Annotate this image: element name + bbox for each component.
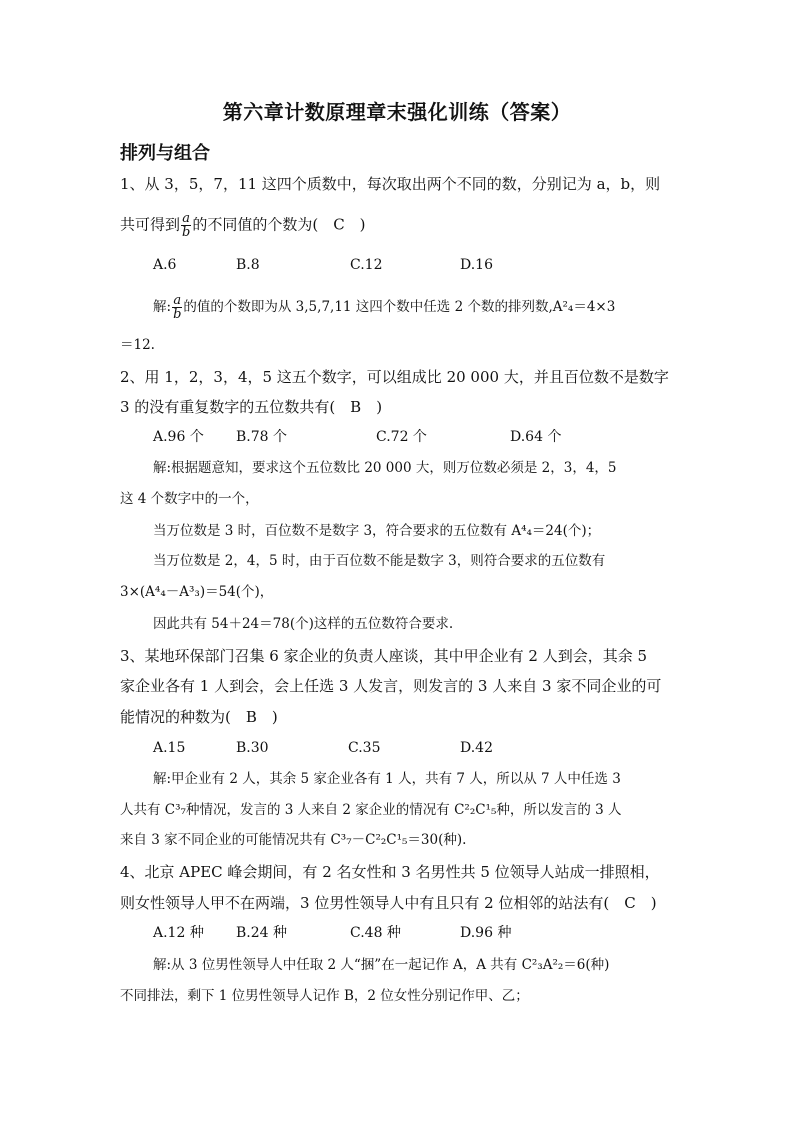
- fraction-numerator: a: [173, 293, 182, 308]
- q3-line-3: 能情况的种数为( B ): [120, 708, 278, 726]
- q3-option-a: A.15: [153, 740, 186, 756]
- fraction-denominator: b: [182, 225, 191, 240]
- q2-solution-line-6: 因此共有 54＋24＝78(个)这样的五位数符合要求.: [153, 616, 454, 632]
- q3-options: [153, 737, 693, 759]
- q1-option-b: B.8: [236, 257, 260, 273]
- q4-solution-line-2: 不同排法，剩下 1 位男性领导人记作 B，2 位女性分别记作甲、乙；: [120, 988, 529, 1004]
- q1-solution-fraction: [172, 294, 182, 321]
- section-heading: 排列与组合: [120, 143, 210, 164]
- q3-solution-line-1: 解:甲企业有 2 人，其余 5 家企业各有 1 人，共有 7 人，所以从 7 人中任选 3: [153, 771, 621, 787]
- q4-option-a: A.12 种: [153, 925, 204, 941]
- solution-label: 解:: [153, 299, 172, 315]
- q2-line-2: 3 的没有重复数字的五位数共有( B ): [120, 398, 383, 416]
- q4-options: [153, 922, 693, 944]
- q1-solution-text: 的值的个数即为从 3,5,7,11 这四个数中任选 2 个数的排列数,A²₄＝4×3: [183, 299, 616, 315]
- q1-options: [153, 254, 693, 276]
- q4-option-d: D.96 种: [460, 925, 512, 941]
- q4-option-b: B.24 种: [236, 925, 288, 941]
- q2-options: [153, 426, 693, 448]
- q1-line-2: [120, 212, 680, 239]
- q1-solution-line-2: ＝12.: [120, 337, 155, 353]
- q1-solution-line-1: [153, 294, 713, 321]
- q4-option-c: C.48 种: [350, 925, 401, 941]
- q3-solution-line-2: 人共有 C³₇种情况，发言的 3 人来自 2 家企业的情况有 C²₂C¹₅种，所以发言的 3 人: [120, 802, 622, 818]
- q3-option-d: D.42: [460, 740, 493, 756]
- q2-solution-line-1: 解:根据题意知，要求这个五位数比 20 000 大，则万位数必须是 2，3，4，5: [153, 460, 617, 476]
- q2-option-c: C.72 个: [376, 429, 427, 445]
- q3-line-1: 3、某地环保部门召集 6 家企业的负责人座谈，其中甲企业有 2 人到会，其余 5: [120, 647, 648, 665]
- q3-line-2: 家企业各有 1 人到会，会上任选 3 人发言，则发言的 3 人来自 3 家不同企业的可: [120, 677, 662, 695]
- fraction-numerator: a: [182, 211, 191, 226]
- q2-option-a: A.96 个: [153, 429, 204, 445]
- q2-solution-line-2: 这 4 个数字中的一个，: [120, 491, 259, 507]
- q3-solution-line-3: 来自 3 家不同企业的可能情况共有 C³₇－C²₂C¹₅＝30(种).: [120, 832, 467, 848]
- q2-solution-line-3: 当万位数是 3 时，百位数不是数字 3，符合要求的五位数有 A⁴₄＝24(个)；: [153, 523, 601, 539]
- q2-option-d: D.64 个: [510, 429, 562, 445]
- q2-solution-line-4: 当万位数是 2，4，5 时，由于百位数不能是数字 3，则符合要求的五位数有: [153, 553, 606, 569]
- q3-option-b: B.30: [236, 740, 269, 756]
- q1-fraction: [181, 212, 191, 239]
- q4-line-1: 4、北京 APEC 峰会期间，有 2 名女性和 3 名男性共 5 位领导人站成一排照相，: [120, 863, 660, 881]
- q1-line-2-post: 的不同值的个数为( C ): [192, 215, 366, 234]
- q1-option-a: A.6: [153, 257, 177, 273]
- q3-option-c: C.35: [348, 740, 381, 756]
- q1-line-1: 1、从 3，5，7，11 这四个质数中，每次取出两个不同的数，分别记为 a，b，则: [120, 175, 661, 193]
- q2-solution-line-5: 3×(A⁴₄－A³₃)＝54(个)，: [120, 584, 274, 600]
- q4-line-2: 则女性领导人甲不在两端，3 位男性领导人中有且只有 2 位相邻的站法有( C ): [120, 894, 657, 912]
- q2-line-1: 2、用 1，2，3，4，5 这五个数字，可以组成比 20 000 大，并且百位数不是数字: [120, 368, 669, 386]
- q1-line-2-pre: 共可得到: [120, 215, 181, 234]
- page-title: 第六章计数原理章末强化训练（答案）: [222, 100, 572, 124]
- q1-option-c: C.12: [350, 257, 383, 273]
- q2-option-b: B.78 个: [236, 429, 288, 445]
- q1-option-d: D.16: [460, 257, 493, 273]
- q4-solution-line-1: 解:从 3 位男性领导人中任取 2 人“捆”在一起记作 A，A 共有 C²₃A²₂＝6(种): [153, 957, 610, 973]
- fraction-denominator: b: [173, 307, 182, 322]
